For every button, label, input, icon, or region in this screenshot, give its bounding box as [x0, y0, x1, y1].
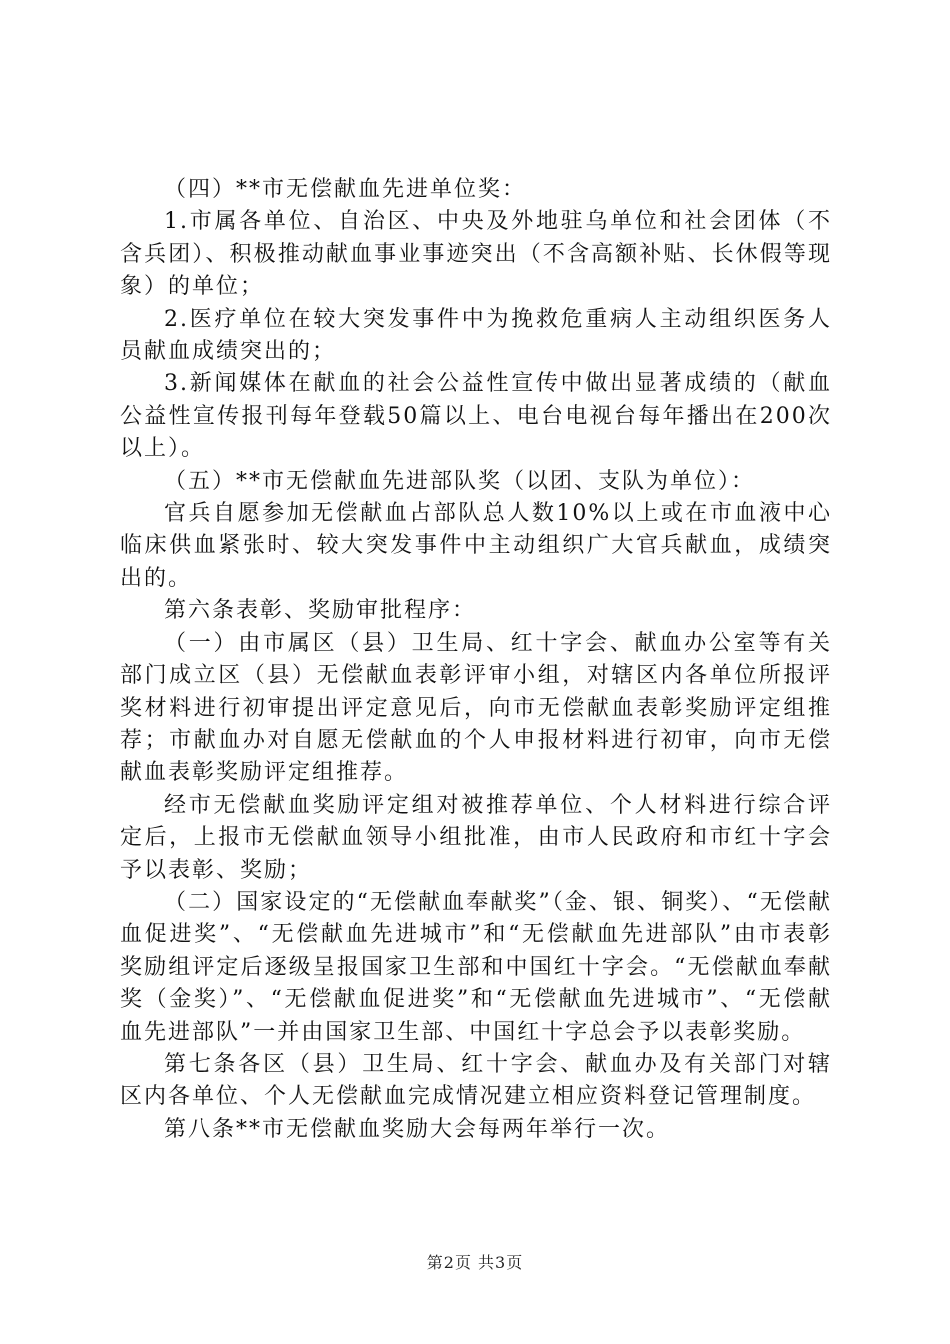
paragraph-section-4-heading: （四）**市无偿献血先进单位奖：: [164, 177, 527, 202]
paragraph-item-1: 1.市属各单位、自治区、中央及外地驻乌单位和社会团体（不含兵团）、积极推动献血事业事迹突出（不含高额补贴、长休假等现象）的单位；: [120, 209, 832, 300]
paragraph-article-6-heading: 第六条表彰、奖励审批程序：: [164, 598, 477, 624]
paragraph-section-5-heading: （五）**市无偿献血先进部队奖（以团、支队为单位）：: [164, 468, 756, 494]
paragraph-article-6-approval: 经市无偿献血奖励评定组对被推荐单位、个人材料进行综合评定后，上报市无偿献血领导小组批准，由市人民政府和市红十字会予以表彰、奖励；: [120, 792, 832, 883]
document-body: [120, 174, 832, 1146]
paragraph-item-2: 2.医疗单位在较大突发事件中为挽救危重病人主动组织医务人员献血成绩突出的；: [120, 306, 832, 365]
paragraph-section-5-body: 官兵自愿参加无偿献血占部队总人数10%以上或在市血液中心临床供血紧张时、较大突发事件中主动组织广大官兵献血，成绩突出的。: [120, 501, 832, 591]
page-number-footer: 第2页 共3页: [426, 1253, 524, 1272]
paragraph-article-6-step-1: （一）由市属区（县）卫生局、红十字会、献血办公室等有关部门成立区（县）无偿献血表彰评审小组，对辖区内各单位所报评奖材料进行初审提出评定意见后，向市无偿献血表彰奖励评定组推荐；市献血办对自愿无偿献血的个人申报材料进行初审，向市无偿献血表彰奖励评定组推荐。: [120, 630, 832, 786]
paragraph-article-6-step-2: （二）国家设定的“无偿献血奉献奖”（金、银、铜奖）、“无偿献血促进奖”、“无偿献血先进城市”和“无偿献血先进部队”由市表彰奖励组评定后逐级呈报国家卫生部和中国红十字会。“无偿献血奉献奖（金奖）”、“无偿献血促进奖”和“无偿献血先进城市”、“无偿献血先进部队”一并由国家卫生部、中国红十字总会予以表彰奖励。: [120, 889, 833, 1045]
paragraph-article-7: 第七条各区（县）卫生局、红十字会、献血办及有关部门对辖区内各单位、个人无偿献血完成情况建立相应资料登记管理制度。: [120, 1051, 832, 1110]
paragraph-item-3: 3.新闻媒体在献血的社会公益性宣传中做出显著成绩的（献血公益性宣传报刊每年登载50篇以上、电台电视台每年播出在200次以上）。: [120, 371, 832, 462]
paragraph-article-8: 第八条**市无偿献血奖励大会每两年举行一次。: [164, 1116, 671, 1142]
